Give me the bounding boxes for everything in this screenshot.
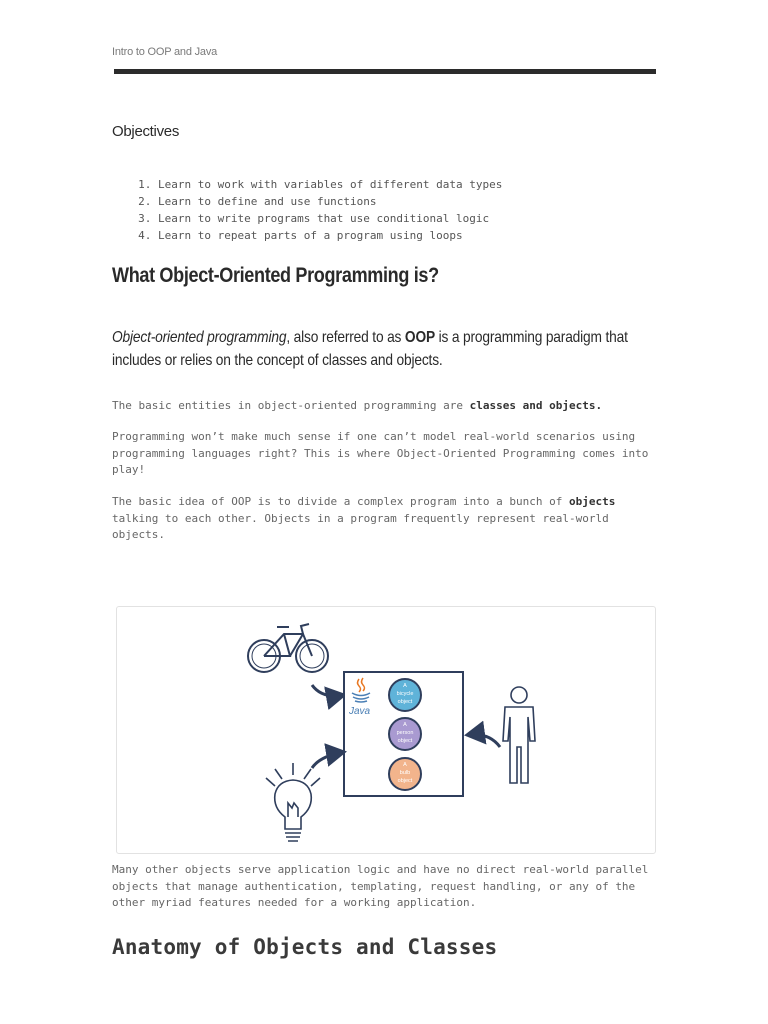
paragraph-bold: objects bbox=[568, 495, 616, 508]
object-label: object bbox=[397, 778, 413, 784]
person-icon bbox=[503, 687, 535, 783]
paragraph-text: talking to each other. Objects in a program frequently represent real-world objects. bbox=[112, 511, 609, 541]
java-label: Java bbox=[349, 706, 371, 717]
object-label: object bbox=[397, 738, 413, 744]
paragraph-basic-entities bbox=[112, 398, 656, 415]
section-heading-anatomy: Anatomy of Objects and Classes bbox=[112, 935, 498, 959]
object-label: A bbox=[403, 762, 407, 768]
object-label: A bbox=[403, 683, 407, 689]
object-label: bulb bbox=[399, 770, 411, 776]
oop-illustration bbox=[116, 606, 656, 854]
objectives-list bbox=[112, 176, 502, 244]
objectives-title: Objectives bbox=[112, 123, 180, 140]
section-heading-oop: What Object-Oriented Programming is? bbox=[112, 264, 439, 287]
objective-item: 4. Learn to repeat parts of a program using loops bbox=[158, 227, 502, 244]
object-label: A bbox=[403, 722, 407, 728]
oop-term: Object-oriented programming bbox=[112, 329, 287, 346]
oop-definition bbox=[112, 326, 645, 372]
object-label: person bbox=[396, 730, 414, 736]
oop-acronym: OOP bbox=[404, 329, 435, 346]
document-header-label: Intro to OOP and Java bbox=[112, 46, 218, 58]
paragraph-text: The basic idea of OOP is to divide a complex program into a bunch of bbox=[112, 495, 569, 508]
bicycle-icon bbox=[248, 624, 328, 672]
paragraph-bold: classes and objects. bbox=[469, 399, 603, 412]
bulb-object bbox=[389, 758, 421, 790]
oop-definition-part1: , also referred to as bbox=[286, 329, 405, 346]
objective-item: 2. Learn to define and use functions bbox=[158, 193, 502, 210]
light-bulb-icon bbox=[266, 763, 320, 841]
oop-diagram bbox=[117, 607, 655, 853]
paragraph-real-world: Programming won’t make much sense if one can’t model real-world scenarios using programming languages right? This is where Object-Oriented Programming comes into play! bbox=[112, 430, 649, 476]
arrow-person bbox=[467, 735, 500, 748]
arrow-bulb bbox=[312, 752, 344, 768]
paragraph-basic-idea bbox=[112, 494, 656, 544]
bicycle-object bbox=[389, 679, 421, 711]
header-divider bbox=[114, 69, 656, 74]
objective-item: 1. Learn to work with variables of different data types bbox=[158, 176, 502, 193]
arrow-bicycle bbox=[312, 685, 344, 696]
objective-item: 3. Learn to write programs that use conditional logic bbox=[158, 210, 502, 227]
person-object bbox=[389, 718, 421, 750]
oop-definition-part2: is a programming paradigm that includes or relies on the concept of classes and objects. bbox=[112, 329, 628, 369]
object-label: object bbox=[397, 699, 413, 705]
object-label: bicycle bbox=[396, 691, 414, 697]
paragraph-application-logic: Many other objects serve application logic and have no direct real-world parallel objects that manage authentication, templating, request handling, or any of the other myriad features needed for a working application. bbox=[112, 863, 649, 909]
paragraph-text: The basic entities in object-oriented programming are bbox=[112, 399, 470, 412]
